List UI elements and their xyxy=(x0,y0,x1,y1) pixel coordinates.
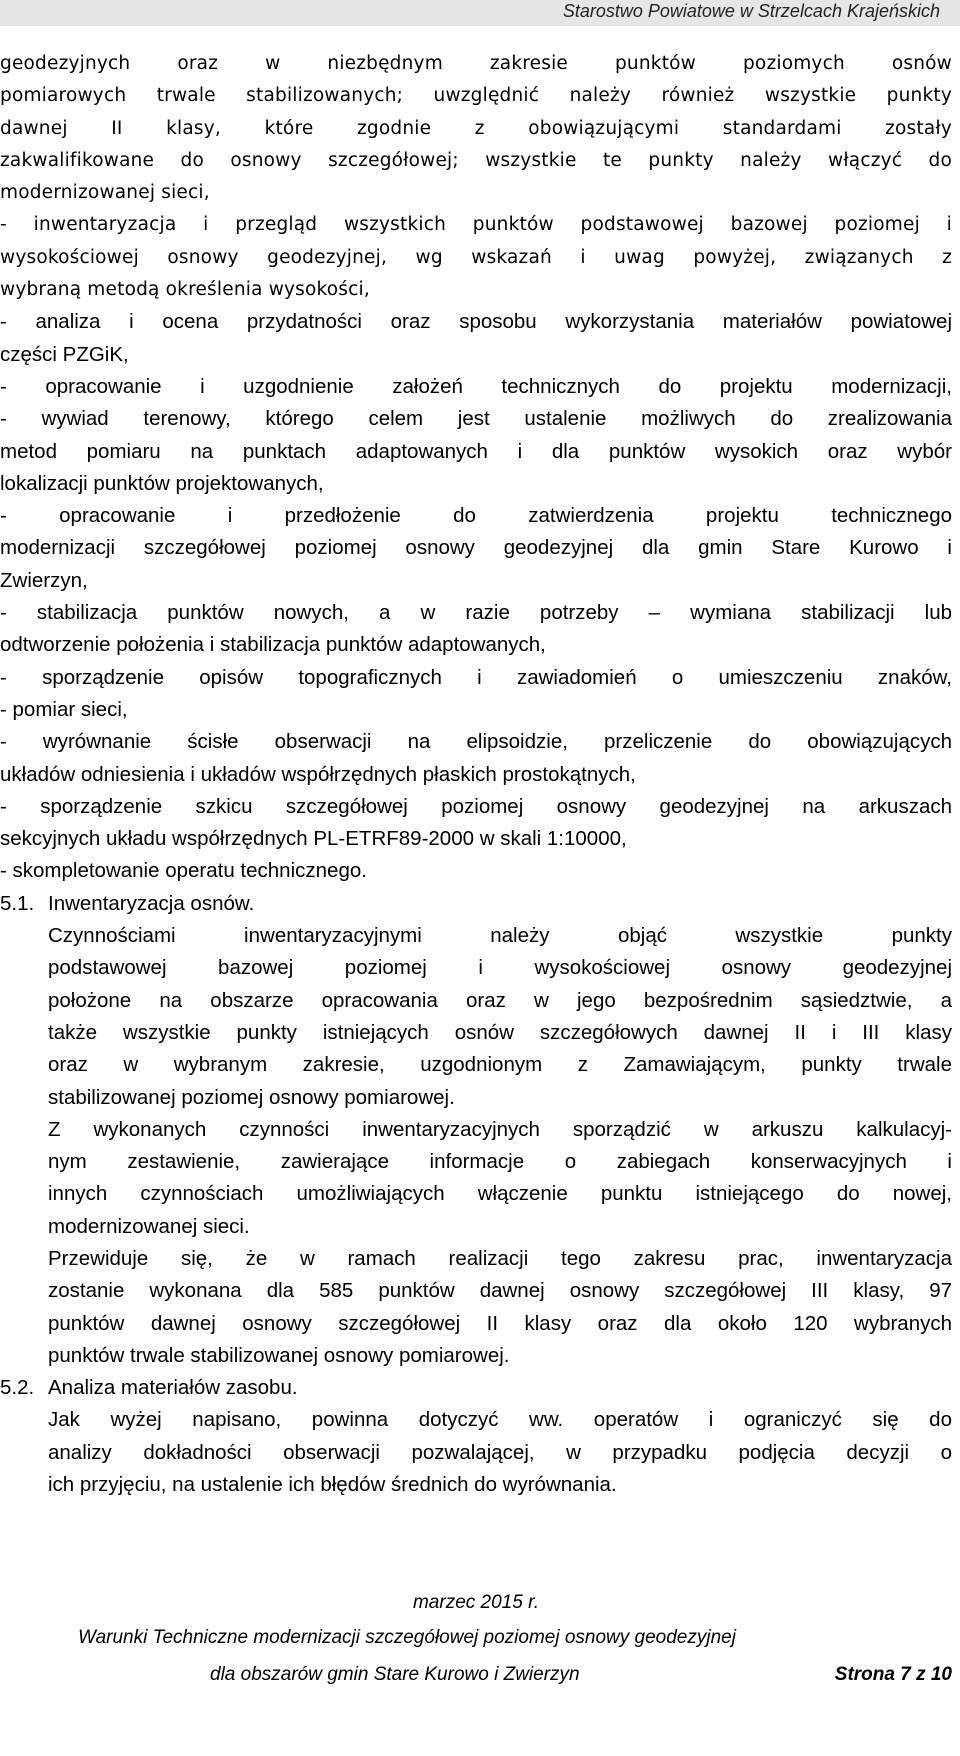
page-number: Strona 7 z 10 xyxy=(834,1664,952,1685)
text-line: Jak wyżej napisano, powinna dotyczyć ww. operatów i ograniczyć się do xyxy=(48,1408,952,1432)
text-line: metod pomiaru na punktach adaptowanych i dla punktów wysokich oraz wybór xyxy=(0,439,952,463)
footer-title-line2: dla obszarów gmin Stare Kurowo i Zwierzyn xyxy=(210,1664,580,1685)
section-title: Analiza materiałów zasobu. xyxy=(48,1376,298,1400)
page-header xyxy=(0,0,960,26)
text-line: - skompletowanie operatu technicznego. xyxy=(0,859,367,883)
text-line: wybraną metodą określenia wysokości, xyxy=(0,279,370,301)
footer-date: marzec 2015 r. xyxy=(412,1592,539,1613)
text-line: - wywiad terenowy, którego celem jest ustalenie możliwych do zrealizowania xyxy=(0,407,952,431)
text-line: innych czynnościach umożliwiających włączenie punktu istniejącego do nowej, xyxy=(48,1182,952,1206)
text-line: modernizowanej sieci. xyxy=(48,1214,250,1238)
text-line: - opracowanie i uzgodnienie założeń technicznych do projektu modernizacji, xyxy=(0,374,952,398)
document-body xyxy=(0,48,952,1501)
text-line: dawnej II klasy, które zgodnie z obowiązującymi standardami zostały xyxy=(0,117,952,139)
section-heading-5-2 xyxy=(0,1372,952,1404)
text-line: układów odniesienia i układów współrzędnych płaskich prostokątnych, xyxy=(0,762,636,786)
text-line: punktów trwale stabilizowanej osnowy pomiarowej. xyxy=(48,1343,510,1367)
text-line: wysokościowej osnowy geodezyjnej, wg wskazań i uwag powyżej, związanych z xyxy=(0,246,952,268)
text-line: - wyrównanie ścisłe obserwacji na elipsoidzie, przeliczenie do obowiązujących xyxy=(0,730,952,754)
text-line: - stabilizacja punktów nowych, a w razie potrzeby – wymiana stabilizacji lub xyxy=(0,601,952,625)
text-line: zakwalifikowane do osnowy szczegółowej; wszystkie te punkty należy włączyć do xyxy=(0,149,952,171)
section-title: Inwentaryzacja osnów. xyxy=(48,891,255,915)
text-line: podstawowej bazowej poziomej i wysokościowej osnowy geodezyjnej xyxy=(48,956,952,980)
text-line: Zwierzyn, xyxy=(0,568,88,592)
text-line: geodezyjnych oraz w niezbędnym zakresie punktów poziomych osnów xyxy=(0,53,952,74)
section-number: 5.2. xyxy=(0,1376,35,1400)
text-line: punktów dawnej osnowy szczegółowej II klasy oraz dla około 120 wybranych xyxy=(48,1311,952,1335)
text-line: modernizowanej sieci, xyxy=(0,182,210,204)
text-line: także wszystkie punkty istniejących osnów szczegółowych dawnej II i III klasy xyxy=(48,1020,952,1044)
text-line: - sporządzenie opisów topograficznych i zawiadomień o umieszczeniu znaków, xyxy=(0,665,952,689)
section-number: 5.1. xyxy=(0,891,35,915)
text-line: - inwentaryzacja i przegląd wszystkich punktów podstawowej bazowej poziomej i xyxy=(0,214,952,236)
text-line: analizy dokładności obserwacji pozwalającej, w przypadku podjęcia decyzji o xyxy=(48,1440,952,1464)
section-heading-5-1 xyxy=(0,888,952,920)
text-line: - opracowanie i przedłożenie do zatwierdzenia projektu technicznego xyxy=(0,504,952,528)
text-line: - pomiar sieci, xyxy=(0,697,128,721)
text-line: ich przyjęciu, na ustalenie ich błędów średnich do wyrównania. xyxy=(48,1473,617,1497)
text-line: położone na obszarze opracowania oraz w jego bezpośrednim sąsiedztwie, a xyxy=(48,988,952,1012)
text-line: oraz w wybranym zakresie, uzgodnionym z Zamawiającym, punkty trwale xyxy=(48,1053,952,1077)
text-line: lokalizacji punktów projektowanych, xyxy=(0,471,324,495)
text-line: odtworzenie położenia i stabilizacja punktów adaptowanych, xyxy=(0,633,546,657)
text-line: stabilizowanej poziomej osnowy pomiarowej. xyxy=(48,1085,455,1109)
text-line: części PZGiK, xyxy=(0,342,129,366)
text-line: Z wykonanych czynności inwentaryzacyjnych sporządzić w arkuszu kalkulacyj- xyxy=(48,1117,952,1141)
text-line: nym zestawienie, zawierające informacje o zabiegach konserwacyjnych i xyxy=(48,1150,952,1174)
header-text: Starostwo Powiatowe w Strzelcach Krajeńskich xyxy=(562,1,940,21)
text-line: modernizacji szczegółowej poziomej osnowy geodezyjnej dla gmin Stare Kurowo i xyxy=(0,536,952,560)
footer-title-line1: Warunki Techniczne modernizacji szczegółowej poziomej osnowy geodezyjnej xyxy=(78,1627,736,1648)
text-line: Czynnościami inwentaryzacyjnymi należy objąć wszystkie punkty xyxy=(48,924,952,948)
text-line: pomiarowych trwale stabilizowanych; uwzględnić należy również wszystkie punkty xyxy=(0,85,952,107)
text-line: sekcyjnych układu współrzędnych PL-ETRF89-2000 w skali 1:10000, xyxy=(0,827,627,851)
text-line: - analiza i ocena przydatności oraz sposobu wykorzystania materiałów powiatowej xyxy=(0,310,952,334)
text-line: zostanie wykonana dla 585 punktów dawnej osnowy szczegółowej III klasy, 97 xyxy=(48,1279,952,1303)
text-line: - sporządzenie szkicu szczegółowej poziomej osnowy geodezyjnej na arkuszach xyxy=(0,794,952,818)
text-line: Przewiduje się, że w ramach realizacji tego zakresu prac, inwentaryzacja xyxy=(48,1246,952,1270)
